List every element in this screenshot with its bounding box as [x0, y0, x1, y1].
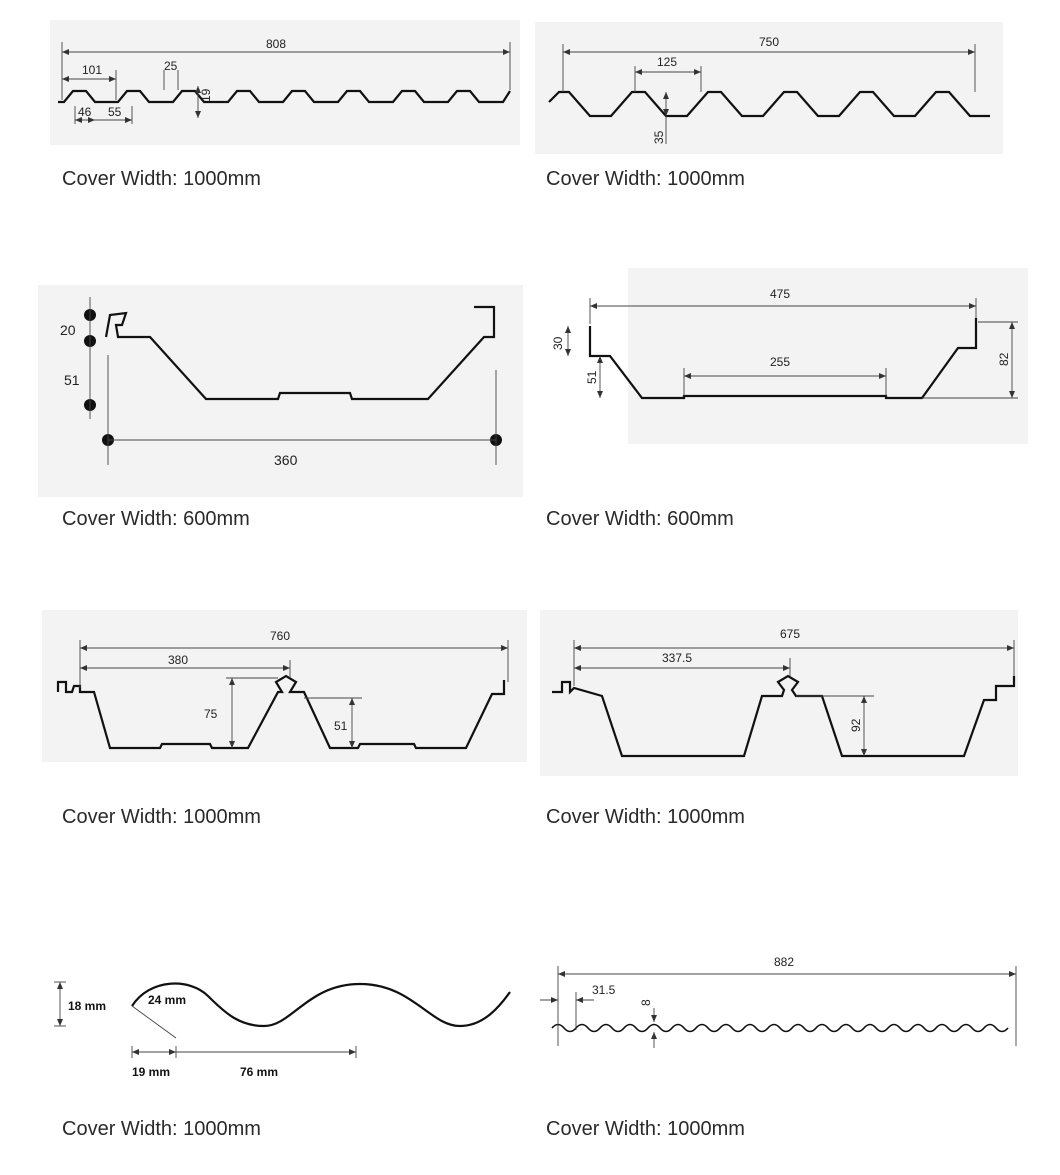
profile-1-caption: Cover Width: 1000mm — [62, 168, 261, 190]
profile-3-caption: Cover Width: 600mm — [62, 508, 250, 530]
dim-height: 8 — [639, 999, 653, 1006]
profile-5-drawing — [42, 610, 527, 765]
dim-width: 360 — [274, 452, 298, 468]
profile-1-drawing — [40, 20, 520, 150]
dim-inner: 255 — [770, 355, 791, 369]
profile-7-outline — [132, 984, 510, 1026]
dim-pitch: 101 — [82, 63, 103, 77]
dim-b: 55 — [108, 105, 122, 119]
dim-offset: 19 mm — [132, 1065, 171, 1079]
profile-2-caption: Cover Width: 1000mm — [546, 168, 745, 190]
drawing-background — [628, 268, 1028, 444]
profile-2-drawing — [535, 22, 1005, 157]
dim-pitch: 31.5 — [592, 983, 616, 997]
dim-total: 750 — [759, 35, 780, 49]
dim-half: 380 — [168, 653, 189, 667]
profile-7-drawing — [40, 960, 520, 1090]
profile-5-caption: Cover Width: 1000mm — [62, 806, 261, 828]
profile-8-drawing — [530, 950, 1025, 1060]
profile-8-caption: Cover Width: 1000mm — [546, 1118, 745, 1140]
profile-6-caption: Cover Width: 1000mm — [546, 806, 745, 828]
dim-height: 35 — [652, 130, 666, 144]
profile-4-caption: Cover Width: 600mm — [546, 508, 734, 530]
drawing-background — [540, 610, 1018, 776]
dim-top: 25 — [164, 59, 178, 73]
dim-h2: 51 — [585, 370, 599, 384]
dim-h2: 51 — [334, 719, 348, 733]
profile-4-drawing — [538, 268, 1028, 448]
dim-radius: 24 mm — [148, 993, 187, 1007]
dim-height: 19 — [199, 88, 213, 102]
dim-height: 18 mm — [68, 999, 107, 1013]
dim-h2: 51 — [64, 372, 80, 388]
dim-total: 808 — [266, 37, 287, 51]
dim-a: 46 — [78, 105, 92, 119]
dim-half: 337.5 — [662, 651, 693, 665]
profile-7-caption: Cover Width: 1000mm — [62, 1118, 261, 1140]
dim-pitch: 125 — [657, 55, 678, 69]
dim-h1: 20 — [60, 322, 76, 338]
dim-h3: 82 — [997, 352, 1011, 366]
dim-pitch: 76 mm — [240, 1065, 279, 1079]
dim-total: 475 — [770, 287, 791, 301]
dim-total: 760 — [270, 629, 291, 643]
profile-3-drawing — [38, 285, 523, 500]
dim-height: 92 — [849, 718, 863, 732]
dim-total: 882 — [774, 955, 795, 969]
profile-8-outline — [552, 1025, 1008, 1032]
profile-6-drawing — [540, 610, 1020, 780]
dim-total: 675 — [780, 627, 801, 641]
dim-h1: 75 — [204, 707, 218, 721]
dim-h1: 30 — [551, 336, 565, 350]
